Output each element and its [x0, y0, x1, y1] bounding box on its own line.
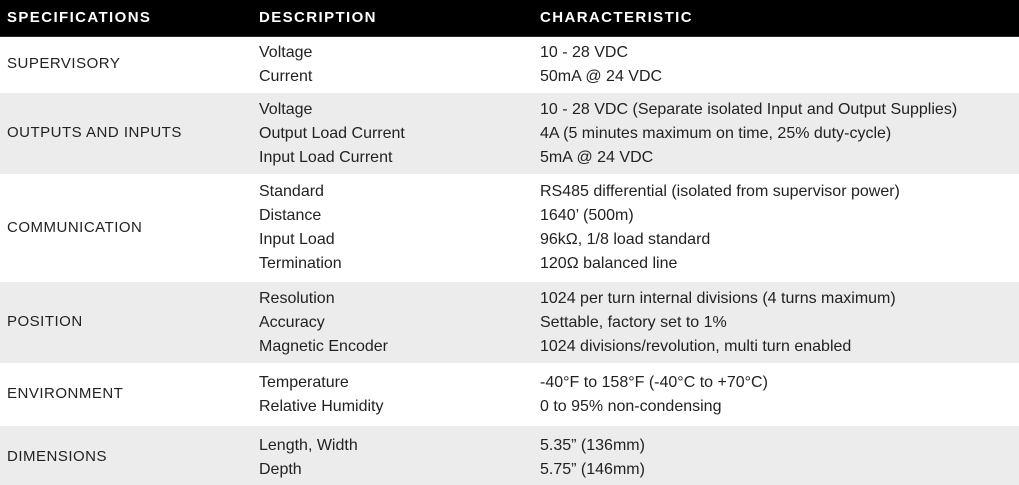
- section-label: ENVIRONMENT: [7, 385, 124, 402]
- description-cell: Temperature: [259, 374, 349, 391]
- description-cell: Depth: [259, 461, 302, 478]
- description-cell: Input Load: [259, 231, 335, 248]
- characteristic-cell: Settable, factory set to 1%: [540, 314, 727, 331]
- description-cell: Voltage: [259, 44, 313, 61]
- description-cell: Length, Width: [259, 437, 358, 454]
- characteristic-cell: 96kΩ, 1/8 load standard: [540, 231, 711, 248]
- characteristic-cell: 4A (5 minutes maximum on time, 25% duty-cycle): [540, 125, 892, 142]
- row-communication: [0, 174, 1019, 282]
- description-list: [259, 41, 312, 89]
- characteristic-cell: -40°F to 158°F (-40°C to +70°C): [540, 374, 768, 391]
- section-label: POSITION: [7, 313, 83, 330]
- description-cell: Input Load Current: [259, 149, 393, 166]
- row-dimensions: [0, 426, 1019, 485]
- characteristic-list: [540, 434, 645, 482]
- description-list: [259, 98, 405, 170]
- row-outputs-and-inputs: [0, 93, 1019, 174]
- characteristic-cell: 5.35” (136mm): [540, 437, 645, 454]
- characteristic-cell: 0 to 95% non-condensing: [540, 398, 722, 415]
- section-label: COMMUNICATION: [7, 219, 143, 236]
- section-label: OUTPUTS AND INPUTS: [7, 124, 182, 141]
- description-cell: Voltage: [259, 101, 313, 118]
- section-label: SUPERVISORY: [7, 55, 121, 72]
- description-cell: Resolution: [259, 290, 335, 307]
- characteristic-cell: 10 - 28 VDC: [540, 44, 629, 61]
- row-supervisory: [0, 37, 1019, 93]
- characteristic-list: [540, 371, 768, 419]
- table-header: [0, 0, 1019, 37]
- characteristic-cell: RS485 differential (isolated from supervisor power): [540, 183, 900, 200]
- characteristic-list: [540, 98, 957, 170]
- description-cell: Current: [259, 68, 313, 85]
- description-cell: Termination: [259, 255, 342, 272]
- description-cell: Distance: [259, 207, 322, 224]
- description-cell: Relative Humidity: [259, 398, 384, 415]
- characteristic-cell: 10 - 28 VDC (Separate isolated Input and Output Supplies): [540, 101, 958, 118]
- characteristic-cell: 1024 divisions/revolution, multi turn enabled: [540, 338, 852, 355]
- description-list: [259, 371, 383, 419]
- characteristic-cell: 50mA @ 24 VDC: [540, 68, 663, 85]
- characteristic-cell: 5.75” (146mm): [540, 461, 645, 478]
- characteristic-cell: 5mA @ 24 VDC: [540, 149, 654, 166]
- description-list: [259, 434, 358, 482]
- row-position: [0, 282, 1019, 363]
- description-list: [259, 180, 342, 276]
- header-characteristic: CHARACTERISTIC: [540, 9, 693, 26]
- characteristic-list: [540, 287, 896, 359]
- description-cell: Output Load Current: [259, 125, 405, 142]
- header-specifications: SPECIFICATIONS: [7, 9, 152, 26]
- row-environment: [0, 363, 1019, 426]
- characteristic-cell: 120Ω balanced line: [540, 255, 678, 272]
- characteristic-cell: 1024 per turn internal divisions (4 turns maximum): [540, 290, 896, 307]
- characteristic-cell: 1640’ (500m): [540, 207, 634, 224]
- description-cell: Standard: [259, 183, 324, 200]
- description-cell: Magnetic Encoder: [259, 338, 388, 355]
- header-description: DESCRIPTION: [259, 9, 377, 26]
- description-cell: Accuracy: [259, 314, 325, 331]
- section-label: DIMENSIONS: [7, 448, 108, 465]
- characteristic-list: [540, 41, 662, 89]
- description-list: [259, 287, 388, 359]
- characteristic-list: [540, 180, 900, 276]
